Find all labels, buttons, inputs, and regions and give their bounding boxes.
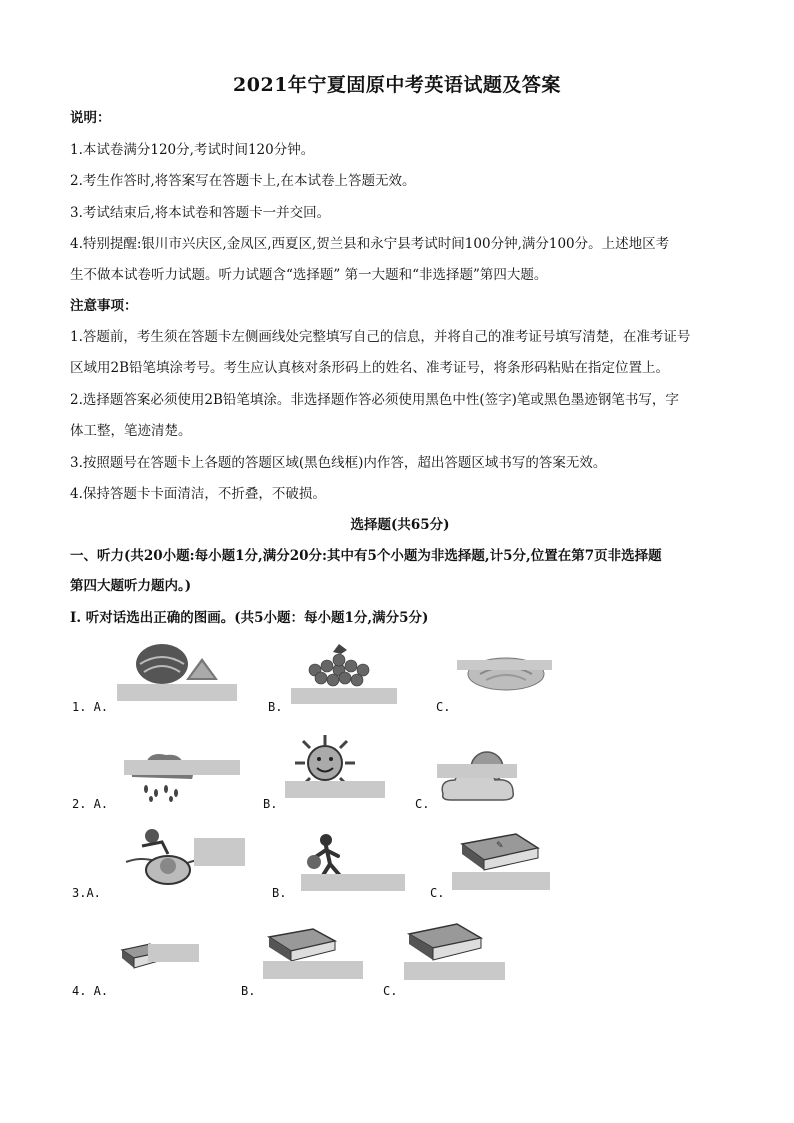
option-label: C. <box>383 984 398 998</box>
part1-heading: 一、听力(共20小题:每小题1分,满分20分:其中有5个小题为非选择题,计5分,位置在第7页非选择题 <box>70 548 662 564</box>
option-label: 1. A. <box>72 700 109 714</box>
option-label: B. <box>263 797 278 811</box>
option-label: B. <box>272 886 287 900</box>
bread-icon <box>458 652 550 694</box>
book-icon <box>456 830 542 876</box>
watermelon-icon <box>130 640 220 686</box>
svg-text:✎: ✎ <box>496 841 504 851</box>
instruction-line: 3.考试结束后,将本试卷和答题卡一并交回。 <box>70 205 331 221</box>
redaction-bar <box>457 660 552 670</box>
instruction-line: 1.本试卷满分120分,考试时间120分钟。 <box>70 142 315 158</box>
note-line: 3.按照题号在答题卡上各题的答题区域(黑色线框)内作答，超出答题区域书写的答案无效。 <box>70 455 607 471</box>
option-label: C. <box>415 797 430 811</box>
redaction-bar <box>263 961 363 979</box>
instruction-line: 生不做本试卷听力试题。听力试题含“选择题” 第一大题和“非选择题”第四大题。 <box>70 267 548 283</box>
note-line: 体工整，笔迹清楚。 <box>70 423 192 439</box>
redaction-bar <box>437 764 517 778</box>
instructions-heading: 说明： <box>70 110 111 126</box>
option-label: 3.A. <box>72 886 101 900</box>
instruction-line: 4.特别提醒:银川市兴庆区,金凤区,西夏区,贺兰县和永宁县考试时间100分钟,满分100分。上述地区考 <box>70 236 670 252</box>
redaction-bar <box>404 962 505 980</box>
redaction-bar <box>194 838 245 866</box>
option-label: B. <box>268 700 283 714</box>
option-label: 4. A. <box>72 984 109 998</box>
option-label: B. <box>241 984 256 998</box>
notes-heading: 注意事项： <box>70 298 138 314</box>
redaction-bar <box>291 688 397 704</box>
redaction-bar <box>124 760 240 775</box>
page-title: 2021年宁夏固原中考英语试题及答案 <box>233 74 561 96</box>
redaction-bar <box>452 872 550 890</box>
note-line: 1.答题前，考生须在答题卡左侧画线处完整填写自己的信息，并将自己的准考证号填写清楚，在准考证号 <box>70 329 691 345</box>
redaction-bar <box>285 781 385 798</box>
note-line: 4.保持答题卡卡面清洁，不折叠，不破损。 <box>70 486 326 502</box>
note-line: 区域用2B铅笔填涂考号。考生应认真核对条形码上的姓名、准考证号，将条形码粘贴在指定位置上。 <box>70 360 670 376</box>
book-icon <box>405 922 485 964</box>
option-label: C. <box>430 886 445 900</box>
redaction-bar <box>117 684 237 701</box>
book-icon <box>265 925 339 965</box>
option-label: C. <box>436 700 451 714</box>
section-title: 选择题(共65分) <box>350 517 450 533</box>
redaction-bar <box>148 944 199 962</box>
grapes-icon <box>295 640 385 690</box>
instruction-line: 2.考生作答时,将答案写在答题卡上,在本试卷上答题无效。 <box>70 173 416 189</box>
option-label: 2. A. <box>72 797 109 811</box>
note-line: 2.选择题答案必须使用2B铅笔填涂。非选择题作答必须使用黑色中性(签字)笔或黑色墨迹钢笔书写，字 <box>70 392 679 408</box>
part1-heading: 第四大题听力题内。) <box>70 578 192 594</box>
part1-subheading: I. 听对话选出正确的图画。(共5小题：每小题1分,满分5分) <box>70 610 429 626</box>
redaction-bar <box>301 874 405 891</box>
